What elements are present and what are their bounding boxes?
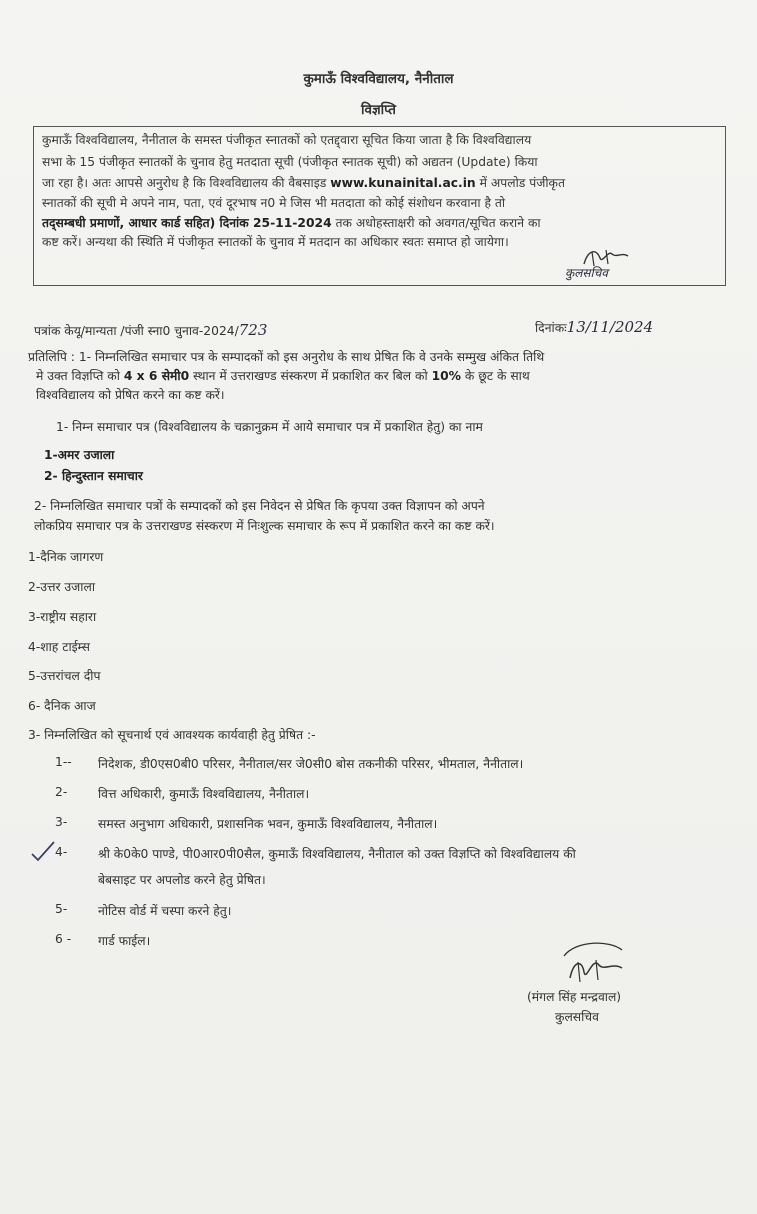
reference-number-handwritten: 723 xyxy=(238,321,268,339)
free-paper-1: 1-दैनिक जागरण xyxy=(28,550,104,564)
notice-line-5: तद्सम्बधी प्रमाणों, आधार कार्ड सहित) दिनांक 25-11-2024 तक अधोहस्ताक्षरी को अवगत/सूचित कराने का xyxy=(42,216,541,230)
recipient-2: वित्त अधिकारी, कुमाऊँ विश्वविद्यालय, नैनीताल। xyxy=(98,787,310,801)
recipient-5-num: 5- xyxy=(55,902,68,916)
date-handwritten: 13/11/2024 xyxy=(566,318,654,336)
recipient-6: गार्ड फाईल। xyxy=(98,934,151,948)
check-mark-icon xyxy=(30,838,56,864)
recipient-4: श्री के0के0 पाण्डे, पी0आर0पी0सैल, कुमाऊँ विश्वविद्यालय, नैनीताल को उक्त विज्ञप्ति को विश्वविद्यालय की xyxy=(98,847,576,861)
recipient-2-num: 2- xyxy=(55,785,68,799)
copy-line-1: प्रतिलिपि : 1- निम्नलिखित समाचार पत्र के सम्पादकों को इस अनुरोध के साथ प्रेषित कि वे उनके सम्मुख अंकित तिथि xyxy=(28,350,545,364)
free-paper-5: 5-उत्तरांचल दीप xyxy=(28,669,101,683)
paper-2: 2- हिन्दुस्तान समाचार xyxy=(44,469,143,483)
free-paper-3: 3-राष्ट्रीय सहारा xyxy=(28,610,97,624)
recipient-4-cont: बेबसाइट पर अपलोड करने हेतु प्रेषित। xyxy=(98,873,266,887)
paper-1: 1-अमर उजाला xyxy=(44,448,115,462)
free-paper-4: 4-शाह टाईम्स xyxy=(28,640,90,654)
sub-point-2-line-1: 2- निम्नलिखित समाचार पत्रों के सम्पादकों को इस निवेदन से प्रेषित कि कृपया उक्त विज्ञापन को अपने xyxy=(34,499,485,513)
registrar-signature xyxy=(556,938,636,990)
notice-line-3: जा रहा है। अतः आपसे अनुरोध है कि विश्वविद्यालय की वैबसाइड www.kunainital.ac.in में अपलोड पंजीकृत xyxy=(42,176,566,190)
reference-date: दिनांकः13/11/2024 xyxy=(535,318,654,336)
recipient-4-num: 4- xyxy=(55,845,68,859)
signatory-title: कुलसचिव xyxy=(555,1010,599,1024)
recipient-3: समस्त अनुभाग अधिकारी, प्रशासनिक भवन, कुमाऊँ विश्वविद्यालय, नैनीताल। xyxy=(98,817,438,831)
free-paper-2: 2-उत्तर उजाला xyxy=(28,580,96,594)
sub-point-3: 3- निम्नलिखित को सूचनार्थ एवं आवश्यक कार्यवाही हेतु प्रेषित :- xyxy=(28,728,316,742)
recipient-5: नोटिस वोर्ड में चस्पा करने हेतु। xyxy=(98,904,232,918)
notice-heading: विज्ञप्ति xyxy=(360,102,396,118)
recipient-1-num: 1-- xyxy=(55,755,72,769)
recipient-1: निदेशक, डी0एस0बी0 परिसर, नैनीताल/सर जे0सी0 बोस तकनीकी परिसर, भीमताल, नैनीताल। xyxy=(98,757,524,771)
reference-number: पत्रांक केयू/मान्यता /पंजी स्ना0 चुनाव-2024/723 xyxy=(34,321,268,339)
sub-point-2-line-2: लोकप्रिय समाचार पत्र के उत्तराखण्ड संस्करण में निःशुल्क समाचार के रूप में प्रकाशित करने का कष्ट करें। xyxy=(34,519,495,533)
notice-line-2: सभा के 15 पंजीकृत स्नातकों के चुनाव हेतु मतदाता सूची (पंजीकृत स्नातक सूची) को अद्यतन (Update) किया xyxy=(42,155,538,169)
deadline-text: तद्सम्बधी प्रमाणों, आधार कार्ड सहित) दिनांक 25-11-2024 xyxy=(42,216,332,230)
free-paper-6: 6- दैनिक आज xyxy=(28,699,96,713)
box-signer-title: कुलसचिव xyxy=(565,266,608,280)
copy-line-2: मे उक्त विज्ञप्ति को 4 x 6 सेमी0 स्थान में उत्तराखण्ड संस्करण में प्रकाशित कर बिल को 10% के छूट के साथ xyxy=(36,369,530,383)
recipient-3-num: 3- xyxy=(55,815,68,829)
website-url: www.kunainital.ac.in xyxy=(330,176,476,190)
notice-line-4: स्नातकों की सूची मे अपने नाम, पता, एवं दूरभाष न0 मे जिस भी मतदाता को कोई संशोधन करवाना है तो xyxy=(42,196,506,210)
recipient-6-num: 6 - xyxy=(55,932,72,946)
sub-point-1: 1- निम्न समाचार पत्र (विश्वविद्यालय के चक्रानुक्रम में आये समाचार पत्र में प्रकाशित हेतु) का नाम xyxy=(56,420,483,434)
signatory-name: (मंगल सिंह मन्द्रवाल) xyxy=(527,990,622,1004)
copy-line-3: विश्वविद्यालय को प्रेषित करने का कष्ट करें। xyxy=(36,388,225,402)
notice-line-1: कुमाऊँ विश्वविद्यालय, नैनीताल के समस्त पंजीकृत स्नातकों को एतद्द्वारा सूचित किया जाता है कि विश्वविद्यालय xyxy=(42,133,532,147)
university-title: कुमाऊँ विश्वविद्यालय, नैनीताल xyxy=(303,71,454,87)
notice-line-6: कष्ट करें। अन्यथा की स्थिति में पंजीकृत स्नातकों के चुनाव में मतदान का अधिकार स्वतः समाप्त हो जायेगा। xyxy=(42,235,509,249)
